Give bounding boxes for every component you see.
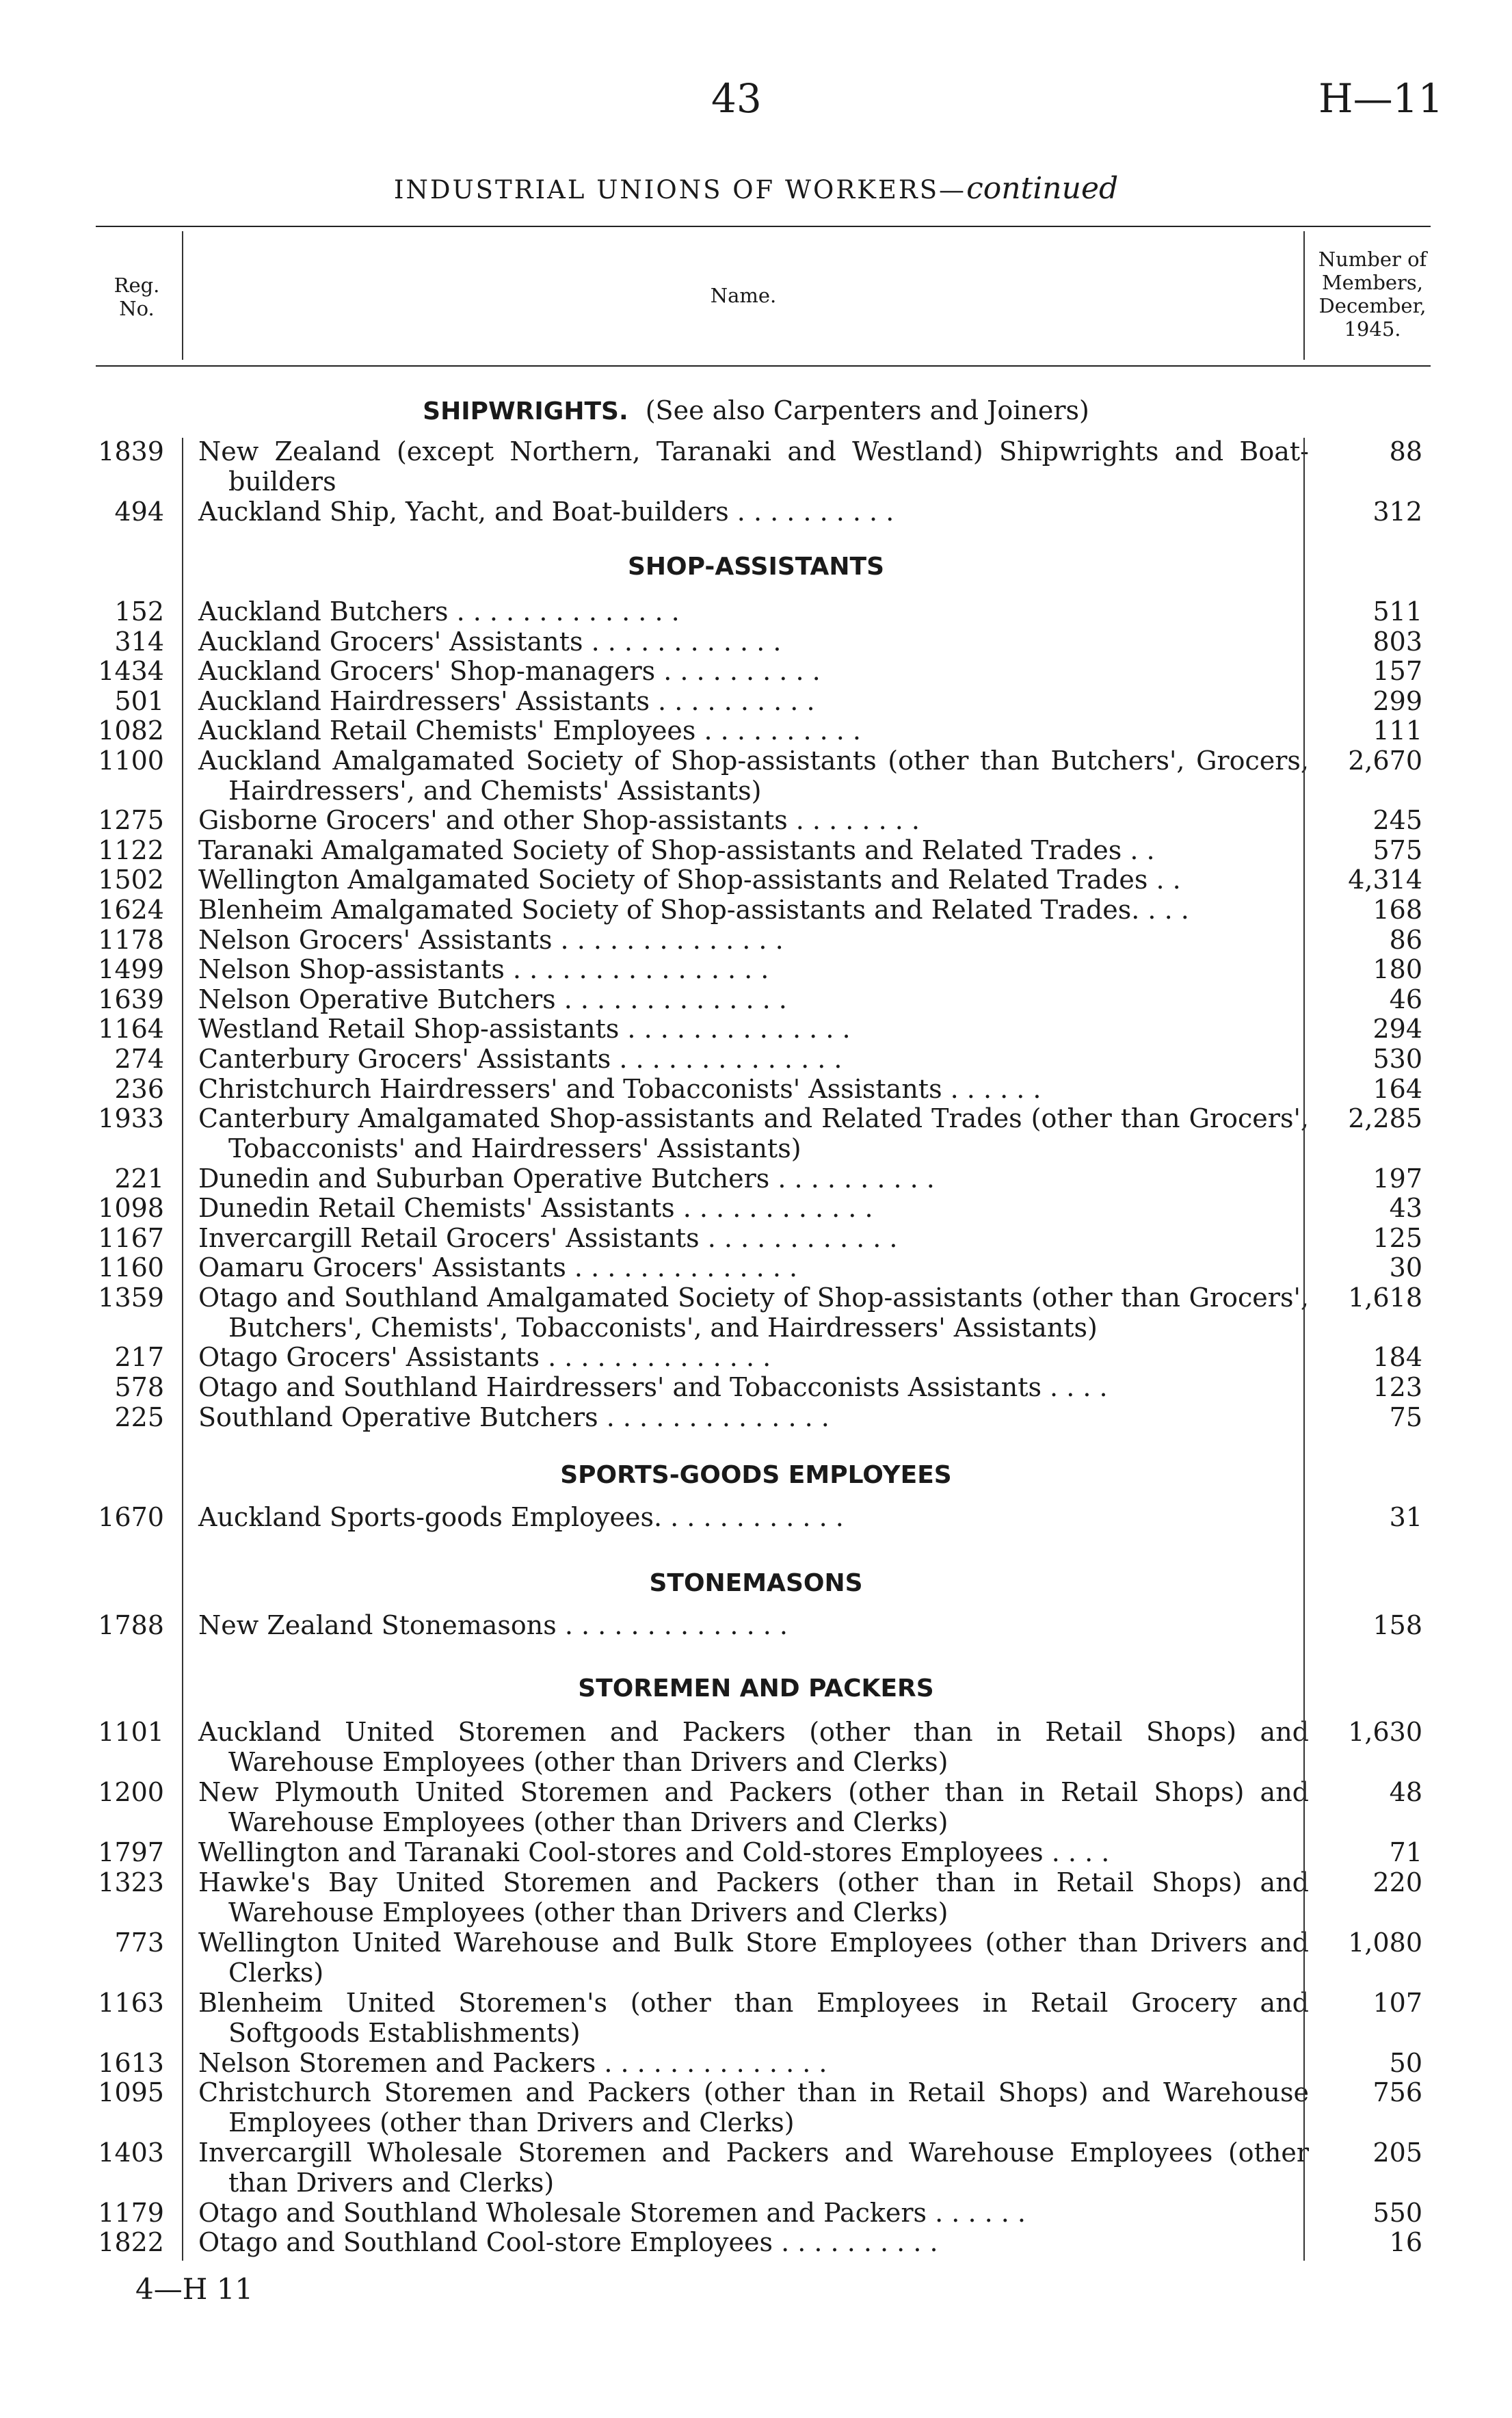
union-name: Wellington Amalgamated Society of Shop-assistants and Related Trades . . [198, 865, 1181, 895]
member-count: 4,314 [1348, 865, 1422, 895]
union-name: Auckland Hairdressers' Assistants . . . . . . . . . . [198, 686, 815, 716]
reg-number: 1164 [98, 1014, 164, 1044]
table-header-rule [96, 365, 1431, 367]
reg-number: 1502 [98, 865, 164, 895]
member-count: 550 [1372, 2198, 1422, 2228]
union-name: Wellington and Taranaki Cool-stores and Cold-stores Employees . . . . [198, 1837, 1110, 1867]
union-name: Invercargill Wholesale Storemen and Packers and Warehouse Employees (other than Drivers and Clerks) [198, 2138, 1309, 2198]
reg-number: 217 [114, 1342, 164, 1372]
reg-number: 1098 [98, 1193, 164, 1223]
reg-number: 1082 [98, 715, 164, 746]
union-name: Dunedin Retail Chemists' Assistants . . . . . . . . . . . . [198, 1193, 873, 1223]
member-count: 125 [1372, 1223, 1422, 1253]
reg-number: 236 [114, 1074, 164, 1104]
reg-header-line: Reg. [114, 274, 160, 297]
members-header-line: 1945. [1344, 317, 1401, 341]
table-top-rule [96, 226, 1431, 227]
page-number: 43 [711, 75, 762, 122]
member-count: 30 [1389, 1252, 1422, 1283]
reg-number: 578 [114, 1372, 164, 1402]
reg-number: 314 [114, 627, 164, 657]
union-name: Otago and Southland Wholesale Storemen and Packers . . . . . . [198, 2198, 1026, 2228]
reg-number: 1122 [98, 835, 164, 865]
column-divider-right [1303, 231, 1305, 360]
title-continued: continued [966, 171, 1119, 206]
union-name: Gisborne Grocers' and other Shop-assistants . . . . . . . . [198, 805, 920, 835]
section-note: (See also Carpenters and Joiners) [645, 395, 1089, 425]
column-header-name: Name. [710, 284, 777, 307]
reg-number: 1160 [98, 1252, 164, 1283]
reg-number: 1167 [98, 1223, 164, 1253]
reg-number: 1933 [98, 1103, 164, 1133]
union-name: Oamaru Grocers' Assistants . . . . . . . . . . . . . . [198, 1252, 798, 1283]
reg-number: 1797 [98, 1837, 164, 1867]
reg-number: 773 [114, 1928, 164, 1958]
union-name: Westland Retail Shop-assistants . . . . . . . . . . . . . . [198, 1014, 851, 1044]
member-count: 312 [1372, 497, 1422, 527]
member-count: 31 [1389, 1502, 1422, 1532]
union-name: Christchurch Hairdressers' and Tobacconists' Assistants . . . . . . [198, 1074, 1042, 1104]
member-count: 1,618 [1348, 1283, 1422, 1313]
union-name: New Zealand (except Northern, Taranaki and Westland) Shipwrights and Boat-builders [198, 436, 1309, 497]
reg-number: 1178 [98, 925, 164, 955]
member-count: 75 [1389, 1402, 1422, 1432]
column-header-members [1308, 248, 1437, 341]
member-count: 157 [1372, 656, 1422, 686]
reg-number: 1839 [98, 436, 164, 466]
member-count: 164 [1372, 1074, 1422, 1104]
member-count: 245 [1372, 805, 1422, 835]
reg-number: 1095 [98, 2077, 164, 2107]
union-name: Invercargill Retail Grocers' Assistants . . . . . . . . . . . . [198, 1223, 898, 1253]
members-header-line: Number of [1318, 248, 1427, 271]
document-reference: H—11 [1318, 75, 1444, 122]
union-name: Auckland Retail Chemists' Employees . . . . . . . . . . [198, 715, 861, 746]
union-name: Auckland Grocers' Assistants . . . . . . . . . . . . [198, 627, 782, 657]
section-heading-shop-assistants: SHOP-ASSISTANTS [627, 553, 884, 581]
reg-number: 1499 [98, 954, 164, 984]
section-heading-sports-goods: SPORTS-GOODS EMPLOYEES [560, 1461, 952, 1489]
column-header-reg-no [96, 274, 178, 320]
title-main: INDUSTRIAL UNIONS OF WORKERS— [393, 175, 967, 205]
union-name: Nelson Storemen and Packers . . . . . . . . . . . . . . [198, 2048, 827, 2078]
reg-number: 1670 [98, 1502, 164, 1532]
union-name: Hawke's Bay United Storemen and Packers (other than in Retail Shops) and Warehouse Employees (other than Drivers and Clerks) [198, 1867, 1309, 1928]
members-header-line: December, [1318, 294, 1427, 317]
member-count: 86 [1389, 925, 1422, 955]
union-name: Dunedin and Suburban Operative Butchers . . . . . . . . . . [198, 1164, 935, 1194]
member-count: 88 [1389, 436, 1422, 466]
member-count: 168 [1372, 895, 1422, 925]
union-name: New Zealand Stonemasons . . . . . . . . . . . . . . [198, 1610, 788, 1640]
union-name: Auckland Butchers . . . . . . . . . . . . . . [198, 596, 680, 627]
union-name: Otago and Southland Cool-store Employees . . . . . . . . . . [198, 2227, 938, 2257]
union-name: Auckland Ship, Yacht, and Boat-builders . . . . . . . . . . [198, 497, 894, 527]
union-name: Auckland Sports-goods Employees. . . . . . . . . . . . [198, 1502, 844, 1532]
reg-number: 1359 [98, 1283, 164, 1313]
column-divider-left [182, 231, 183, 360]
reg-number: 1403 [98, 2138, 164, 2168]
union-name: Canterbury Amalgamated Shop-assistants and Related Trades (other than Grocers', Tobacconists' and Hairdressers' Assistants) [198, 1103, 1309, 1164]
body-column-rule-left [182, 438, 183, 2261]
reg-number: 1275 [98, 805, 164, 835]
member-count: 220 [1372, 1867, 1422, 1897]
union-name: Nelson Grocers' Assistants . . . . . . . . . . . . . . [198, 925, 784, 955]
reg-number: 1613 [98, 2048, 164, 2078]
reg-number: 1639 [98, 984, 164, 1014]
union-name: Otago and Southland Amalgamated Society of Shop-assistants (other than Grocers', Butchers', Chemists', Tobacconists', and Hairdressers' Assistants) [198, 1283, 1309, 1343]
member-count: 197 [1372, 1164, 1422, 1194]
member-count: 756 [1372, 2077, 1422, 2107]
page-title [0, 171, 1512, 206]
union-name: Christchurch Storemen and Packers (other than in Retail Shops) and Warehouse Employees (other than Drivers and Clerks) [198, 2077, 1309, 2138]
member-count: 46 [1389, 984, 1422, 1014]
member-count: 180 [1372, 954, 1422, 984]
member-count: 16 [1389, 2227, 1422, 2257]
member-count: 50 [1389, 2048, 1422, 2078]
union-name: Wellington United Warehouse and Bulk Store Employees (other than Drivers and Clerks) [198, 1928, 1309, 1988]
union-name: Blenheim Amalgamated Society of Shop-assistants and Related Trades. . . . [198, 895, 1189, 925]
member-count: 2,285 [1348, 1103, 1422, 1133]
reg-number: 1323 [98, 1867, 164, 1897]
reg-number: 1200 [98, 1777, 164, 1807]
member-count: 1,630 [1348, 1717, 1422, 1747]
member-count: 575 [1372, 835, 1422, 865]
member-count: 71 [1389, 1837, 1422, 1867]
member-count: 184 [1372, 1342, 1422, 1372]
member-count: 294 [1372, 1014, 1422, 1044]
union-name: Taranaki Amalgamated Society of Shop-assistants and Related Trades . . [198, 835, 1155, 865]
union-name: Auckland United Storemen and Packers (other than in Retail Shops) and Warehouse Employees (other than Drivers and Clerks) [198, 1717, 1309, 1777]
member-count: 48 [1389, 1777, 1422, 1807]
body-column-rule-right [1303, 438, 1305, 2261]
reg-number: 1163 [98, 1988, 164, 2018]
reg-number: 274 [114, 1044, 164, 1074]
union-name: Blenheim United Storemen's (other than Employees in Retail Grocery and Softgoods Establishments) [198, 1988, 1309, 2048]
reg-number: 501 [114, 686, 164, 716]
member-count: 2,670 [1348, 746, 1422, 776]
union-name: Nelson Shop-assistants . . . . . . . . . . . . . . . . [198, 954, 769, 984]
reg-number: 225 [114, 1402, 164, 1432]
union-name: Auckland Amalgamated Society of Shop-assistants (other than Butchers', Grocers, Hairdressers', and Chemists' Assistants) [198, 746, 1309, 806]
page-signature: 4—H 11 [135, 2272, 254, 2306]
union-name: Nelson Operative Butchers . . . . . . . . . . . . . . [198, 984, 787, 1014]
member-count: 43 [1389, 1193, 1422, 1223]
reg-number: 1100 [98, 746, 164, 776]
member-count: 123 [1372, 1372, 1422, 1402]
member-count: 158 [1372, 1610, 1422, 1640]
union-name: Southland Operative Butchers . . . . . . . . . . . . . . [198, 1402, 830, 1432]
reg-number: 1434 [98, 656, 164, 686]
reg-header-line: No. [119, 297, 155, 320]
section-heading-shipwrights [0, 395, 1512, 425]
union-name: Otago Grocers' Assistants . . . . . . . . . . . . . . [198, 1342, 771, 1372]
member-count: 511 [1372, 596, 1422, 627]
reg-number: 1624 [98, 895, 164, 925]
section-heading-storemen-packers: STOREMEN AND PACKERS [578, 1674, 934, 1703]
member-count: 111 [1372, 715, 1422, 746]
reg-number: 1788 [98, 1610, 164, 1640]
union-name: Auckland Grocers' Shop-managers . . . . . . . . . . [198, 656, 821, 686]
member-count: 530 [1372, 1044, 1422, 1074]
member-count: 803 [1372, 627, 1422, 657]
reg-number: 152 [114, 596, 164, 627]
reg-number: 221 [114, 1164, 164, 1194]
reg-number: 1179 [98, 2198, 164, 2228]
section-title: SHIPWRIGHTS. [423, 397, 628, 425]
member-count: 1,080 [1348, 1928, 1422, 1958]
union-name: Canterbury Grocers' Assistants . . . . . . . . . . . . . . [198, 1044, 843, 1074]
reg-number: 494 [114, 497, 164, 527]
reg-number: 1822 [98, 2227, 164, 2257]
union-name: New Plymouth United Storemen and Packers (other than in Retail Shops) and Warehouse Employees (other than Drivers and Clerks) [198, 1777, 1309, 1837]
members-header-line: Members, [1321, 271, 1424, 294]
reg-number: 1101 [98, 1717, 164, 1747]
union-name: Otago and Southland Hairdressers' and Tobacconists Assistants . . . . [198, 1372, 1108, 1402]
member-count: 107 [1372, 1988, 1422, 2018]
member-count: 205 [1372, 2138, 1422, 2168]
section-heading-stonemasons: STONEMASONS [649, 1569, 863, 1597]
member-count: 299 [1372, 686, 1422, 716]
